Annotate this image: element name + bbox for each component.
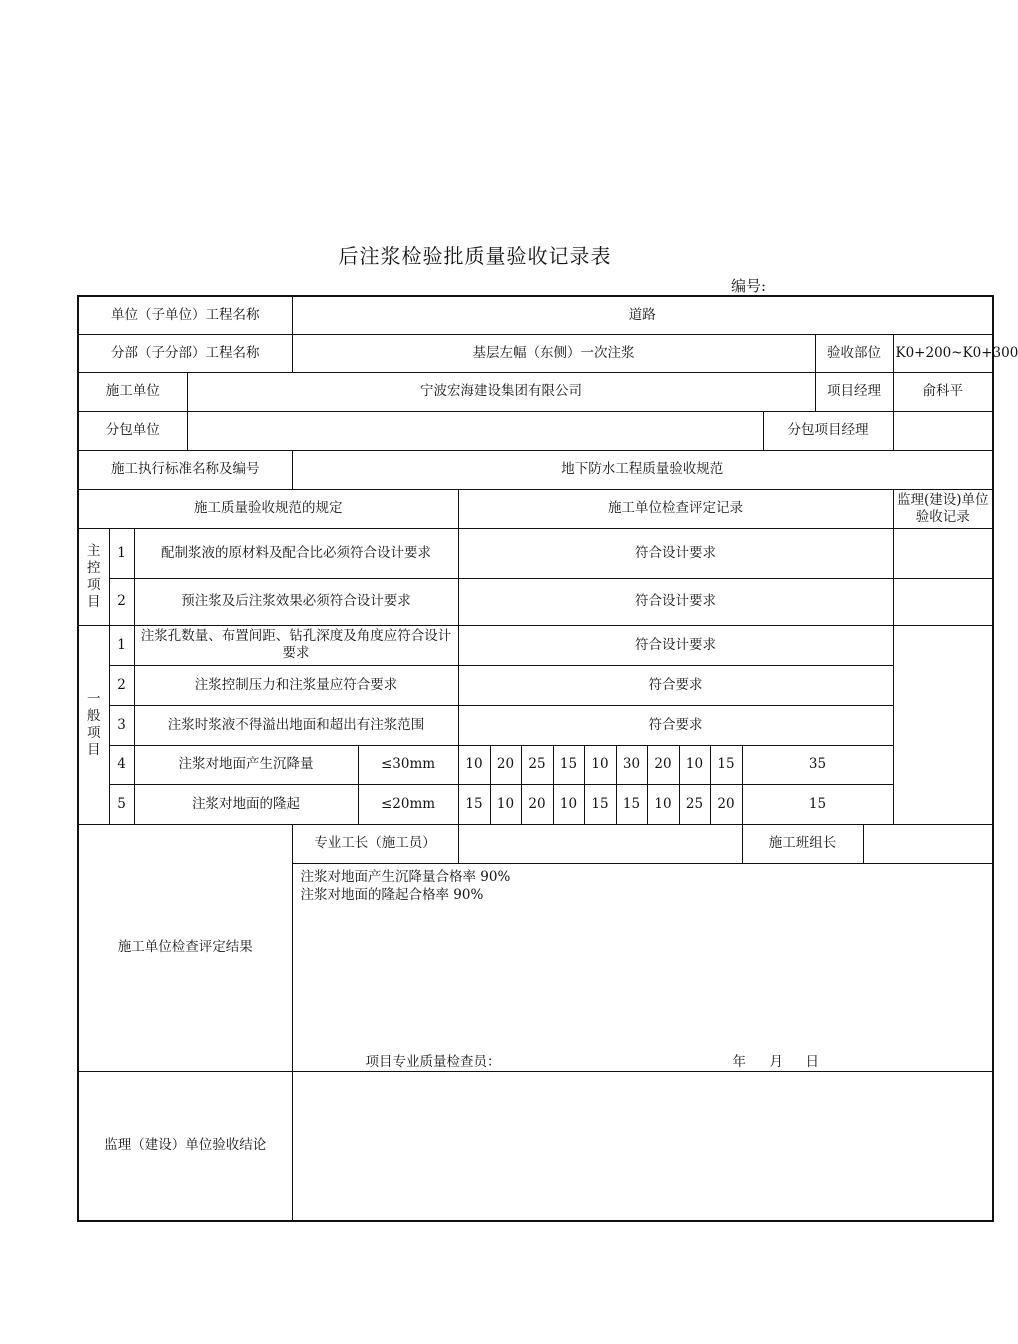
- item-description: 注浆时浆液不得溢出地面和超出有注浆范围: [134, 705, 458, 745]
- measured-value[interactable]: 10: [553, 784, 584, 824]
- main-item-row: [78, 578, 993, 625]
- measured-value[interactable]: 15: [616, 784, 647, 824]
- main-item-row: [78, 528, 993, 578]
- record-header: 施工单位检查评定记录: [458, 489, 893, 528]
- measured-value[interactable]: 10: [679, 745, 710, 784]
- general-item-row: [78, 705, 993, 745]
- standard-row: [78, 450, 993, 489]
- date-day: 日: [805, 1053, 819, 1070]
- team-leader-value[interactable]: [863, 824, 993, 863]
- general-items-label: 一 般 项 目: [78, 625, 109, 824]
- page-title: 后注浆检验批质量验收记录表: [338, 244, 612, 268]
- date-year: 年: [732, 1053, 746, 1070]
- measured-value[interactable]: 20: [647, 745, 679, 784]
- item-result[interactable]: 符合设计要求: [458, 625, 893, 665]
- sub-project-manager-label: 分包项目经理: [763, 411, 893, 450]
- acceptance-part-value[interactable]: K0+200~K0+300: [893, 334, 993, 372]
- item-description: 配制浆液的原材料及配合比必须符合设计要求: [134, 528, 458, 578]
- contractor-row: [78, 372, 993, 411]
- measured-value[interactable]: 25: [679, 784, 710, 824]
- item-result[interactable]: 符合设计要求: [458, 528, 893, 578]
- measured-value[interactable]: 10: [490, 784, 521, 824]
- foreman-label: 专业工长（施工员）: [292, 824, 458, 863]
- inspection-result-label: 施工单位检查评定结果: [78, 824, 292, 1071]
- acceptance-record-table: [77, 295, 1018, 1222]
- item-number: 1: [109, 528, 134, 578]
- item-limit: ≤20mm: [358, 784, 458, 824]
- subproject-label: 分部（子分部）工程名称: [78, 334, 292, 372]
- foreman-value[interactable]: [458, 824, 742, 863]
- measured-value[interactable]: 15: [742, 784, 893, 824]
- subproject-row: [78, 334, 993, 372]
- item-number: 4: [109, 745, 134, 784]
- subcontractor-label: 分包单位: [78, 411, 187, 450]
- item-result[interactable]: 符合要求: [458, 665, 893, 705]
- supervisor-record-cell[interactable]: [893, 625, 993, 824]
- document-number-label: 编号:: [730, 277, 766, 295]
- foreman-row: [78, 824, 993, 863]
- standard-label: 施工执行标准名称及编号: [78, 450, 292, 489]
- supervisor-record-cell[interactable]: [893, 578, 993, 625]
- item-description: 注浆控制压力和注浆量应符合要求: [134, 665, 458, 705]
- item-limit: ≤30mm: [358, 745, 458, 784]
- inspection-result-cell[interactable]: [292, 863, 993, 1071]
- measured-value[interactable]: 10: [584, 745, 616, 784]
- item-description: 注浆对地面的隆起: [134, 784, 358, 824]
- item-description: 预注浆及后注浆效果必须符合设计要求: [134, 578, 458, 625]
- item-result[interactable]: 符合设计要求: [458, 578, 893, 625]
- spec-header: 施工质量验收规范的规定: [78, 489, 458, 528]
- measured-value[interactable]: 15: [553, 745, 584, 784]
- document-number: [731, 275, 850, 296]
- measured-value[interactable]: 15: [458, 784, 490, 824]
- measured-item-row: [78, 784, 993, 824]
- item-number: 2: [109, 578, 134, 625]
- contractor-label: 施工单位: [78, 372, 187, 411]
- contractor-value[interactable]: 宁波宏海建设集团有限公司: [187, 372, 815, 411]
- supervisor-record-cell[interactable]: [893, 528, 993, 578]
- measured-item-row: [78, 745, 993, 784]
- general-item-row: [78, 625, 993, 665]
- result-line-1: 注浆对地面产生沉降量合格率 90%: [300, 868, 511, 885]
- item-description: 注浆孔数量、布置间距、钻孔深度及角度应符合设计要求: [134, 625, 458, 665]
- measured-value[interactable]: 15: [710, 745, 742, 784]
- measured-value[interactable]: 15: [584, 784, 616, 824]
- measured-value[interactable]: 20: [521, 784, 553, 824]
- measured-value[interactable]: 20: [490, 745, 521, 784]
- supervision-conclusion-value[interactable]: [292, 1071, 993, 1221]
- project-name-row: [78, 296, 993, 334]
- measured-value[interactable]: 25: [521, 745, 553, 784]
- date-month: 月: [769, 1053, 783, 1070]
- measured-value[interactable]: 20: [710, 784, 742, 824]
- sub-project-manager-value[interactable]: [893, 411, 993, 450]
- project-manager-value[interactable]: 俞科平: [893, 372, 993, 411]
- main-items-label: 主 控 项 目: [78, 528, 109, 625]
- measured-value[interactable]: 10: [647, 784, 679, 824]
- standard-value[interactable]: 地下防水工程质量验收规范: [292, 450, 993, 489]
- project-name-label: 单位（子单位）工程名称: [78, 296, 292, 334]
- inspector-label: 项目专业质量检查员：: [365, 1053, 501, 1070]
- project-manager-label: 项目经理: [815, 372, 893, 411]
- section-header-row: [78, 489, 993, 528]
- item-number: 2: [109, 665, 134, 705]
- subcontractor-row: [78, 411, 993, 450]
- item-result[interactable]: 符合要求: [458, 705, 893, 745]
- acceptance-part-label: 验收部位: [815, 334, 893, 372]
- item-number: 5: [109, 784, 134, 824]
- result-line-2: 注浆对地面的隆起合格率 90%: [300, 886, 484, 903]
- measured-value[interactable]: 10: [458, 745, 490, 784]
- measured-value[interactable]: 30: [616, 745, 647, 784]
- item-number: 3: [109, 705, 134, 745]
- document-number-field[interactable]: [766, 281, 850, 296]
- item-description: 注浆对地面产生沉降量: [134, 745, 358, 784]
- team-leader-label: 施工班组长: [742, 824, 863, 863]
- supervisor-header: 监理(建设)单位验收记录: [893, 489, 993, 528]
- measured-value[interactable]: 35: [742, 745, 893, 784]
- subproject-value[interactable]: 基层左幅（东侧）一次注浆: [292, 334, 815, 372]
- item-number: 1: [109, 625, 134, 665]
- supervision-row: [78, 1071, 993, 1221]
- general-item-row: [78, 665, 993, 705]
- project-name-value[interactable]: 道路: [292, 296, 993, 334]
- subcontractor-value[interactable]: [187, 411, 763, 450]
- supervision-conclusion-label: 监理（建设）单位验收结论: [78, 1071, 292, 1221]
